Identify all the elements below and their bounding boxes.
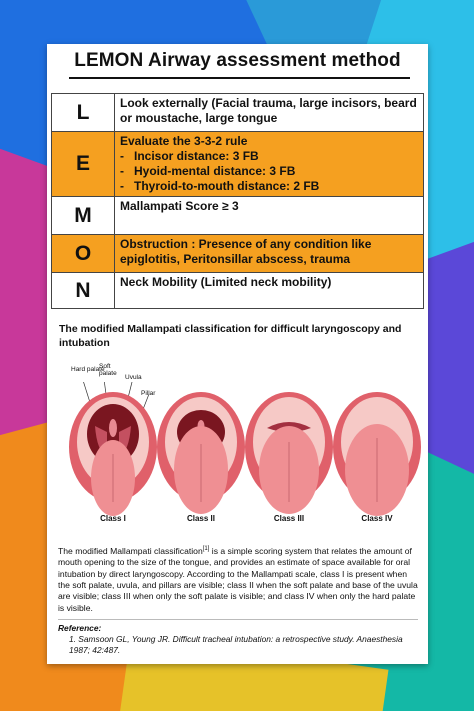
class-1-label: Class I bbox=[100, 514, 126, 523]
letter-o: O bbox=[52, 235, 115, 273]
desc-m: Mallampati Score ≥ 3 bbox=[115, 197, 424, 235]
class-4-label: Class IV bbox=[361, 514, 393, 523]
row-l bbox=[52, 94, 424, 132]
label-hard-palate: Hard palate bbox=[71, 366, 105, 373]
mallampati-explanation: The modified Mallampati classification[1] is a simple scoring system that relates the amount of mouth opening to the size of the tongue, and provides an estimate of space available for oral intubation by direct laryngoscopy. According to the Mallampati scale, class I is present when the soft palate, uvula, and pillars are visible; class II when the soft palate and base of the uvula are visible; class III when only the soft palate is visible; and class IV when only the hard palate is visible. bbox=[58, 545, 418, 613]
desc-l: Look externally (Facial trauma, large incisors, beard or moustache, large tongue bbox=[115, 94, 424, 132]
mouth-class-2 bbox=[157, 392, 245, 514]
mouth-class-4 bbox=[333, 392, 421, 516]
title-underline bbox=[69, 77, 410, 79]
mouth-class-1 bbox=[69, 392, 157, 516]
mouth-class-3 bbox=[245, 392, 333, 514]
mouths-svg bbox=[61, 382, 421, 532]
letter-n: N bbox=[52, 273, 115, 309]
class-2-label: Class II bbox=[186, 514, 215, 523]
desc-o: Obstruction : Presence of any condition like epiglotitis, Peritonsillar abscess, trauma bbox=[115, 235, 424, 273]
label-uvula: Uvula bbox=[125, 374, 142, 381]
bullet-hyoid: - Hyoid-mental distance: 3 FB bbox=[120, 164, 296, 178]
reference-divider bbox=[58, 619, 418, 620]
desc-e bbox=[115, 132, 424, 197]
letter-e: E bbox=[52, 132, 115, 197]
lemon-table bbox=[51, 93, 424, 309]
mallampati-illustration bbox=[61, 362, 421, 532]
row-o bbox=[52, 235, 424, 273]
letter-l: L bbox=[52, 94, 115, 132]
poster-title: LEMON Airway assessment method bbox=[74, 50, 401, 71]
row-n bbox=[52, 273, 424, 309]
rule-intro: Evaluate the 3-3-2 rule bbox=[120, 134, 248, 148]
reference-item: 1. Samsoon GL, Young JR. Difficult tracheal intubation: a retrospective study. Anaesthesia 1987; 42:487. bbox=[69, 634, 403, 655]
mallampati-title: The modified Mallampati classification for difficult laryngoscopy and intubation bbox=[59, 323, 402, 349]
row-m bbox=[52, 197, 424, 235]
desc-n: Neck Mobility (Limited neck mobility) bbox=[115, 273, 424, 309]
poster-card bbox=[47, 44, 428, 664]
label-soft-palate: Soft palate bbox=[99, 363, 117, 377]
letter-m: M bbox=[52, 197, 115, 235]
class-3-label: Class III bbox=[273, 514, 305, 523]
row-e bbox=[52, 132, 424, 197]
citation-mark: [1] bbox=[202, 546, 210, 552]
bullet-thyroid: - Thyroid-to-mouth distance: 2 FB bbox=[120, 179, 320, 193]
bullet-incisor: - Incisor distance: 3 FB bbox=[120, 149, 259, 163]
reference-heading: Reference: bbox=[58, 623, 102, 633]
label-pillar: Pillar bbox=[141, 390, 156, 397]
